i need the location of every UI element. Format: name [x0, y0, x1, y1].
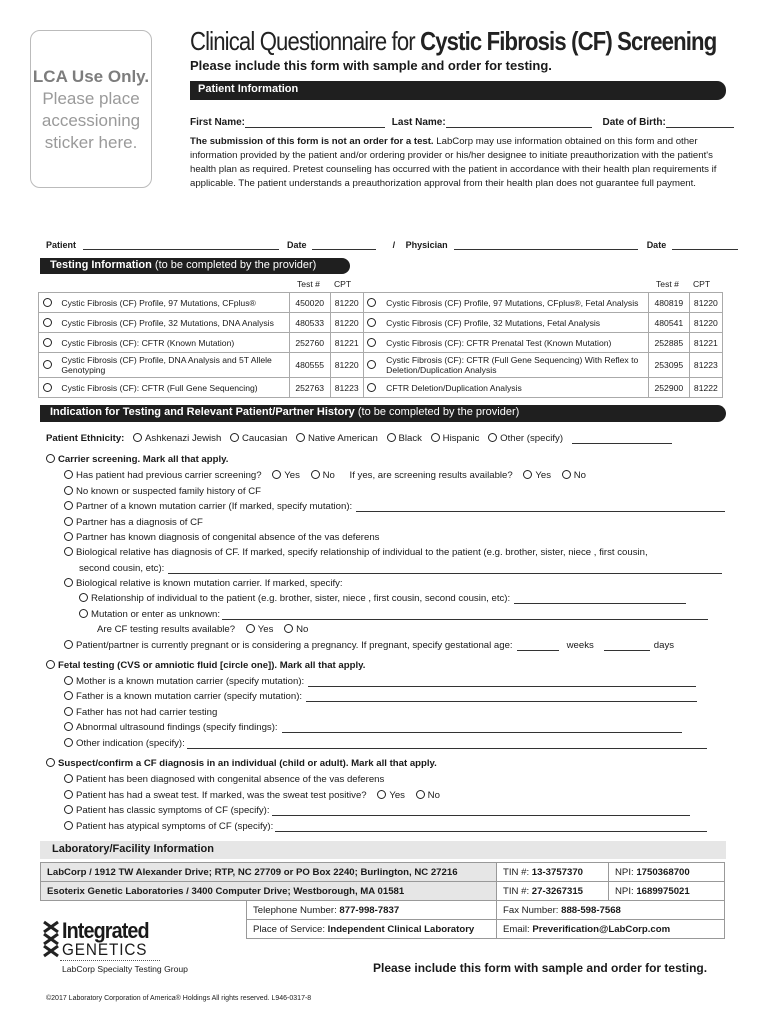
- test-row: [39, 378, 723, 398]
- fax-value: 888-598-7568: [561, 904, 621, 916]
- checkbox-icon[interactable]: [64, 738, 73, 747]
- phone-value: 877-998-7837: [339, 904, 400, 916]
- test-cpt-right: 81222: [689, 378, 722, 398]
- ethnicity-other-label: Other (specify): [500, 433, 564, 444]
- test-name-left: Cystic Fibrosis (CF) Profile, DNA Analysis and 5T Allele Genotyping: [58, 353, 289, 378]
- partner-dx-label: Partner has a diagnosis of CF: [76, 517, 203, 528]
- partner-cavd-option[interactable]: [64, 532, 379, 543]
- test-number-left: 450020: [289, 293, 330, 313]
- fax-cell: [497, 901, 725, 920]
- email-label: Email:: [503, 923, 530, 935]
- mother-mutation-field[interactable]: [308, 677, 696, 687]
- title-bold: Cystic Fibrosis (CF) Screening: [420, 26, 717, 56]
- sweat-test-option: [64, 790, 440, 801]
- test-number-right: 252900: [648, 378, 689, 398]
- logo-divider: [60, 960, 160, 961]
- no-label: No: [322, 470, 335, 481]
- radio-icon[interactable]: [311, 470, 320, 479]
- days-label: days: [653, 640, 675, 651]
- tin-value: 13-3757370: [531, 866, 584, 878]
- left-col-headers: [297, 279, 351, 289]
- checkbox-icon[interactable]: [64, 722, 73, 731]
- pregnant-option[interactable]: [64, 640, 674, 651]
- mother-carrier-option[interactable]: [64, 676, 696, 687]
- testing-bar-normal: (to be completed by the provider): [151, 259, 317, 271]
- bio-carrier-option[interactable]: [64, 578, 343, 589]
- logo-genetics: GENETICS: [62, 940, 148, 959]
- email-cell: [497, 920, 725, 939]
- physician-date-label: Date: [646, 240, 667, 250]
- test-checkbox-left[interactable]: [39, 353, 59, 378]
- last-name-field[interactable]: [446, 117, 592, 128]
- checkbox-icon[interactable]: [79, 593, 88, 602]
- test-cpt-right: 81220: [689, 293, 722, 313]
- test-name-left: Cystic Fibrosis (CF): CFTR (Full Gene Sequencing): [58, 378, 289, 398]
- lab-info-bar-label: Laboratory/Facility Information: [52, 843, 214, 855]
- suspect-dx-option[interactable]: [46, 758, 437, 769]
- ethnicity-row: [46, 433, 672, 444]
- labcorp-npi: [609, 863, 725, 882]
- atypical-symptoms-label: Patient has atypical symptoms of CF (specify):: [76, 821, 274, 832]
- test-number-left: 252760: [289, 333, 330, 353]
- pos-cell: [247, 920, 497, 939]
- checkbox-icon[interactable]: [367, 298, 376, 307]
- fetal-testing-label: Fetal testing (CVS or amniotic fluid [circle one]). Mark all that apply.: [58, 660, 366, 671]
- checkbox-icon[interactable]: [79, 609, 88, 618]
- disclaimer-paragraph: [190, 135, 725, 191]
- prev-screening-row: [64, 470, 586, 481]
- bio-dx-relationship-field[interactable]: [168, 564, 722, 574]
- test-name-right: Cystic Fibrosis (CF) Profile, 97 Mutations, CFplus®, Fetal Analysis: [383, 293, 648, 313]
- test-checkbox-left[interactable]: [39, 293, 59, 313]
- checkbox-icon[interactable]: [64, 501, 73, 510]
- disclaimer-text: LabCorp may use information obtained on this form and other information provided by the patient and/or ordering provider or his/her designee to initiate preauthorization with the patient's health plan as required. Pretest counseling has occurred with the patient in accordance with their health plan requirements if applicable. The patient understands a preauthorization approval from their health plan does not guarantee full payment.: [190, 136, 717, 189]
- npi-value: 1689975021: [636, 885, 690, 897]
- bio-dx-label: Biological relative has diagnosis of CF. If marked, specify relationship of individual to the patient (e.g. brother, sister, niece , first cousin,: [76, 547, 648, 558]
- checkbox-icon[interactable]: [64, 707, 73, 716]
- relationship-label: Relationship of individual to the patient (e.g. brother, sister, niece , first cousin, second cousin, etc):: [91, 593, 511, 604]
- esoterix-address: Esoterix Genetic Laboratories / 3400 Computer Drive; Westborough, MA 01581: [41, 882, 497, 901]
- radio-icon[interactable]: [230, 433, 239, 442]
- esoterix-tin: [497, 882, 609, 901]
- fax-label: Fax Number:: [503, 904, 559, 916]
- telephone-cell: [247, 901, 497, 920]
- test-cpt-left: 81220: [330, 313, 363, 333]
- bio-dx-label-2: second cousin, etc):: [79, 563, 165, 574]
- checkbox-icon[interactable]: [64, 532, 73, 541]
- results-available-no[interactable]: [562, 470, 586, 481]
- tin-label: TIN #:: [503, 866, 530, 878]
- test-row: [39, 313, 723, 333]
- results-available-label: If yes, are screening results available?: [349, 470, 513, 481]
- checkbox-icon[interactable]: [46, 660, 55, 669]
- pregnant-label: Patient/partner is currently pregnant or is considering a pregnancy. If pregnant, specify gestational age:: [76, 640, 513, 651]
- checkbox-icon[interactable]: [367, 383, 376, 392]
- footer-reminder: Please include this form with sample and order for testing.: [373, 961, 708, 975]
- test-checkbox-right[interactable]: [363, 353, 383, 378]
- sweat-test-no[interactable]: [416, 790, 440, 801]
- disclaimer-bold: The submission of this form is not an order for a test.: [190, 136, 434, 147]
- sticker-line-3: accessioning: [41, 111, 141, 130]
- sticker-line-2: Please place: [42, 89, 140, 108]
- signature-row: [46, 240, 738, 250]
- test-checkbox-right[interactable]: [363, 313, 383, 333]
- sticker-instructions: [30, 66, 152, 154]
- partner-carrier-option[interactable]: [64, 501, 725, 512]
- checkbox-icon[interactable]: [64, 774, 73, 783]
- classic-symptoms-option[interactable]: [64, 805, 690, 816]
- checkbox-icon[interactable]: [64, 547, 73, 556]
- abnormal-us-option[interactable]: [64, 722, 682, 733]
- first-name-label: First Name:: [190, 117, 246, 128]
- father-carrier-option[interactable]: [64, 691, 697, 702]
- test-checkbox-right[interactable]: [363, 333, 383, 353]
- classic-symptoms-label: Patient has classic symptoms of CF (specify):: [76, 805, 270, 816]
- mother-carrier-label: Mother is a known mutation carrier (specify mutation):: [76, 676, 305, 687]
- test-row: [39, 353, 723, 378]
- indication-bar-normal: (to be completed by the provider): [354, 406, 520, 418]
- atypical-symptoms-option[interactable]: [64, 821, 707, 832]
- radio-icon[interactable]: [133, 433, 142, 442]
- yes-label: Yes: [257, 624, 274, 635]
- ethnicity-black[interactable]: [387, 433, 422, 444]
- dob-label: Date of Birth:: [602, 117, 666, 128]
- cf-results-no[interactable]: [284, 624, 308, 635]
- bio-dx-continued: [79, 563, 722, 574]
- father-not-tested-option[interactable]: [64, 707, 217, 718]
- mutation-option[interactable]: [79, 609, 708, 620]
- other-indication-field[interactable]: [187, 739, 707, 749]
- indication-bar-bold: Indication for Testing and Relevant Patient/Partner History: [50, 406, 355, 418]
- integrated-genetics-logo-icon: [42, 920, 60, 958]
- gestational-days-field[interactable]: [604, 641, 650, 651]
- classic-symptoms-field[interactable]: [272, 806, 690, 816]
- logo-group-name: LabCorp Specialty Testing Group: [62, 964, 188, 974]
- checkbox-icon[interactable]: [64, 470, 73, 479]
- father-mutation-field[interactable]: [306, 692, 697, 702]
- left-test-header: Test #: [297, 279, 320, 289]
- ethnicity-other[interactable]: [488, 433, 563, 444]
- test-name-left: Cystic Fibrosis (CF) Profile, 97 Mutations, CFplus®: [58, 293, 289, 313]
- no-label: No: [296, 624, 309, 635]
- email-value: Preverification@LabCorp.com: [532, 923, 671, 935]
- carrier-screening-option[interactable]: [46, 454, 228, 465]
- lab-info-bar: [40, 841, 726, 859]
- other-indication-option[interactable]: [64, 738, 707, 749]
- tin-label: TIN #:: [503, 885, 530, 897]
- cavd-label: Patient has been diagnosed with congenital absence of the vas deferens: [76, 774, 385, 785]
- test-number-left: 480555: [289, 353, 330, 378]
- weeks-label: weeks: [566, 640, 594, 651]
- other-indication-label: Other indication (specify):: [76, 738, 185, 749]
- ethnicity-label: Patient Ethnicity:: [46, 433, 125, 444]
- labcorp-tin: [497, 863, 609, 882]
- cf-results-yes[interactable]: [246, 624, 274, 635]
- blank-cell: [41, 901, 247, 920]
- patient-sig-label: Patient: [46, 240, 77, 250]
- radio-icon[interactable]: [272, 470, 281, 479]
- prev-screening-yes[interactable]: [272, 470, 300, 481]
- testing-info-bar: [40, 258, 350, 274]
- test-cpt-left: 81221: [330, 333, 363, 353]
- sticker-line-4: sticker here.: [44, 133, 138, 152]
- indication-bar: [40, 405, 726, 422]
- test-cpt-right: 81223: [689, 353, 722, 378]
- checkbox-icon[interactable]: [367, 360, 376, 369]
- test-name-left: Cystic Fibrosis (CF): CFTR (Known Mutation): [58, 333, 289, 353]
- sweat-test-label: Patient has had a sweat test. If marked, was the sweat test positive?: [76, 790, 367, 801]
- results-available-yes[interactable]: [523, 470, 551, 481]
- radio-icon[interactable]: [488, 433, 497, 442]
- form-title: [190, 26, 716, 57]
- radio-icon[interactable]: [387, 433, 396, 442]
- results-avail-row: [97, 624, 308, 635]
- physician-sig-label: Physician: [405, 240, 448, 250]
- checkbox-icon[interactable]: [367, 318, 376, 327]
- radio-icon[interactable]: [246, 624, 255, 633]
- no-known-history-option[interactable]: [64, 486, 261, 497]
- checkbox-icon[interactable]: [64, 790, 73, 799]
- test-number-right: 252885: [648, 333, 689, 353]
- partner-dx-option[interactable]: [64, 517, 203, 528]
- sig-separator: /: [392, 240, 396, 250]
- npi-label: NPI:: [615, 885, 634, 897]
- partner-carrier-label: Partner of a known mutation carrier (If marked, specify mutation):: [76, 501, 353, 512]
- lab-row-esoterix: [41, 882, 725, 901]
- test-number-right: 480541: [648, 313, 689, 333]
- test-number-right: 253095: [648, 353, 689, 378]
- checkbox-icon[interactable]: [43, 383, 52, 392]
- testing-bar-bold: Testing Information: [50, 259, 152, 271]
- abnormal-us-label: Abnormal ultrasound findings (specify findings):: [76, 722, 278, 733]
- test-cpt-left: 81220: [330, 353, 363, 378]
- radio-icon[interactable]: [296, 433, 305, 442]
- ethnicity-caucasian-label: Caucasian: [241, 433, 288, 444]
- prev-screening-no[interactable]: [311, 470, 335, 481]
- ethnicity-hispanic-label: Hispanic: [442, 433, 480, 444]
- radio-icon[interactable]: [284, 624, 293, 633]
- bio-carrier-label: Biological relative is known mutation carrier. If marked, specify:: [76, 578, 343, 589]
- fetal-testing-option[interactable]: [46, 660, 365, 671]
- ethnicity-native-american-label: Native American: [307, 433, 378, 444]
- checkbox-icon[interactable]: [64, 640, 73, 649]
- yes-label: Yes: [389, 790, 405, 801]
- test-row: [39, 333, 723, 353]
- checkbox-icon[interactable]: [64, 486, 73, 495]
- test-cpt-left: 81223: [330, 378, 363, 398]
- right-cpt-header: CPT: [692, 279, 711, 289]
- checkbox-icon[interactable]: [367, 338, 376, 347]
- yes-label: Yes: [284, 470, 300, 481]
- esoterix-npi: [609, 882, 725, 901]
- test-number-left: 252763: [289, 378, 330, 398]
- tin-value: 27-3267315: [531, 885, 584, 897]
- test-checkbox-right[interactable]: [363, 293, 383, 313]
- test-name-right: CFTR Deletion/Duplication Analysis: [383, 378, 648, 398]
- father-carrier-label: Father is a known mutation carrier (specify mutation):: [76, 691, 303, 702]
- ethnicity-ashkenazi[interactable]: [133, 433, 221, 444]
- ethnicity-hispanic[interactable]: [431, 433, 480, 444]
- checkbox-icon[interactable]: [43, 360, 52, 369]
- checkbox-icon[interactable]: [64, 517, 73, 526]
- prev-screening-label: Has patient had previous carrier screening?: [76, 470, 262, 481]
- lab-row-phone: [41, 901, 725, 920]
- title-prefix: Clinical Questionnaire for: [190, 26, 421, 56]
- checkbox-icon[interactable]: [64, 578, 73, 587]
- physician-sig-field[interactable]: [454, 241, 638, 250]
- test-checkbox-right[interactable]: [363, 378, 383, 398]
- test-checkbox-left[interactable]: [39, 333, 59, 353]
- bio-dx-option[interactable]: [64, 547, 648, 558]
- atypical-symptoms-field[interactable]: [275, 822, 707, 832]
- sticker-line-1: LCA Use Only.: [32, 67, 150, 86]
- radio-icon[interactable]: [431, 433, 440, 442]
- copyright: ©2017 Laboratory Corporation of America® Holdings All rights reserved. L946-0317-8: [46, 995, 312, 1002]
- ethnicity-ashkenazi-label: Ashkenazi Jewish: [145, 433, 222, 444]
- father-not-tested-label: Father has not had carrier testing: [76, 707, 218, 718]
- test-cpt-right: 81221: [689, 333, 722, 353]
- ethnicity-native-american[interactable]: [296, 433, 378, 444]
- checkbox-icon[interactable]: [43, 338, 52, 347]
- checkbox-icon[interactable]: [43, 298, 52, 307]
- form-subtitle: Please include this form with sample and order for testing.: [190, 58, 552, 73]
- npi-label: NPI:: [615, 866, 634, 878]
- carrier-screening-label: Carrier screening. Mark all that apply.: [58, 454, 229, 465]
- test-cpt-left: 81220: [330, 293, 363, 313]
- checkbox-icon[interactable]: [43, 318, 52, 327]
- checkbox-icon[interactable]: [64, 691, 73, 700]
- no-known-history-label: No known or suspected family history of CF: [76, 486, 262, 497]
- ethnicity-caucasian[interactable]: [230, 433, 287, 444]
- suspect-dx-label: Suspect/confirm a CF diagnosis in an individual (child or adult). Mark all that apply.: [58, 758, 437, 769]
- radio-icon[interactable]: [523, 470, 532, 479]
- checkbox-icon[interactable]: [46, 454, 55, 463]
- logo-integrated: Integrated: [62, 918, 149, 943]
- test-name-right: Cystic Fibrosis (CF) Profile, 32 Mutations, Fetal Analysis: [383, 313, 648, 333]
- relationship-field[interactable]: [514, 594, 686, 604]
- test-cpt-right: 81220: [689, 313, 722, 333]
- patient-date-label: Date: [287, 240, 307, 250]
- pos-label: Place of Service:: [253, 923, 325, 935]
- first-name-field[interactable]: [245, 117, 385, 128]
- right-test-header: Test #: [656, 279, 679, 289]
- test-name-right: Cystic Fibrosis (CF): CFTR (Full Gene Sequencing) With Reflex to Deletion/Duplication Analysis: [383, 353, 648, 378]
- patient-date-field[interactable]: [312, 241, 376, 250]
- checkbox-icon[interactable]: [64, 821, 73, 830]
- tests-table: [38, 292, 723, 398]
- cavd-option[interactable]: [64, 774, 384, 785]
- abnormal-us-field[interactable]: [282, 723, 682, 733]
- physician-date-field[interactable]: [672, 241, 738, 250]
- test-checkbox-left[interactable]: [39, 313, 59, 333]
- checkbox-icon[interactable]: [46, 758, 55, 767]
- test-name-right: Cystic Fibrosis (CF): CFTR Prenatal Test (Known Mutation): [383, 333, 648, 353]
- radio-icon[interactable]: [416, 790, 425, 799]
- lab-row-labcorp: [41, 863, 725, 882]
- patient-info-bar: [190, 81, 726, 100]
- checkbox-icon[interactable]: [64, 676, 73, 685]
- mutation-field[interactable]: [222, 610, 708, 620]
- name-row: [190, 117, 734, 128]
- gestational-weeks-field[interactable]: [517, 641, 559, 651]
- test-number-left: 480533: [289, 313, 330, 333]
- ethnicity-other-field[interactable]: [572, 434, 672, 444]
- relationship-option[interactable]: [79, 593, 686, 604]
- partner-mutation-field[interactable]: [356, 502, 725, 512]
- sweat-test-yes[interactable]: [377, 790, 405, 801]
- test-name-left: Cystic Fibrosis (CF) Profile, 32 Mutations, DNA Analysis: [58, 313, 289, 333]
- pos-value: Independent Clinical Laboratory: [327, 923, 475, 935]
- mutation-label: Mutation or enter as unknown:: [91, 609, 221, 620]
- cf-results-available-label: Are CF testing results available?: [97, 624, 236, 635]
- yes-label: Yes: [535, 470, 552, 481]
- no-label: No: [427, 790, 440, 801]
- last-name-label: Last Name:: [391, 117, 446, 128]
- npi-value: 1750368700: [636, 866, 690, 878]
- test-number-right: 480819: [648, 293, 689, 313]
- radio-icon[interactable]: [377, 790, 386, 799]
- labcorp-address: LabCorp / 1912 TW Alexander Drive; RTP, NC 27709 or PO Box 2240; Burlington, NC 27216: [41, 863, 497, 882]
- partner-cavd-label: Partner has known diagnosis of congenital absence of the vas deferens: [76, 532, 380, 543]
- patient-info-bar-label: Patient Information: [198, 83, 299, 95]
- phone-label: Telephone Number:: [253, 904, 337, 916]
- ethnicity-black-label: Black: [398, 433, 422, 444]
- patient-sig-field[interactable]: [83, 241, 279, 250]
- test-row: [39, 293, 723, 313]
- right-col-headers: [656, 279, 710, 289]
- dob-field[interactable]: [666, 117, 734, 128]
- no-label: No: [573, 470, 586, 481]
- test-checkbox-left[interactable]: [39, 378, 59, 398]
- checkbox-icon[interactable]: [64, 805, 73, 814]
- left-cpt-header: CPT: [333, 279, 352, 289]
- radio-icon[interactable]: [562, 470, 571, 479]
